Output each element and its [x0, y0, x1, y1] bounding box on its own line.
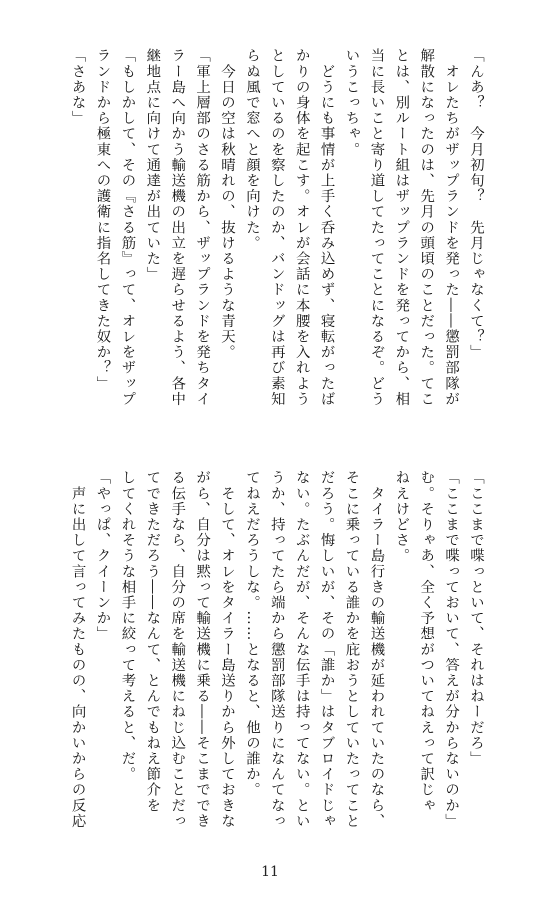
text-column: うか、持ってたら端から懲罰部隊送りになんてなっ: [268, 470, 285, 829]
text-column: む。そりゃあ、全く予想がついてねえって訳じゃ: [418, 470, 435, 814]
text-column: てできただろう――なんて、とんでもねえ節介を: [144, 470, 161, 814]
text-column: 「やっぱ、クイーンか」: [94, 470, 111, 642]
text-column: ない。たぶんだが、そんな伝手は持ってない。とい: [293, 470, 310, 829]
text-column: タイラー島行きの輸送機が延われていたのなら、: [368, 470, 385, 829]
text-column: 「ここまで喋っておいて、答えが分からないのか」: [443, 470, 460, 829]
text-column: ランドから極東への護衛に指名してきた奴か？」: [94, 48, 111, 392]
text-column: てねえだろうしな。……となると、他の誰か。: [243, 470, 260, 798]
text-column: だろう。悔しいが、その「誰か」はタブロイドじゃ: [318, 470, 335, 829]
upper-text-block: [52, 48, 488, 426]
text-column: 声に出して言ってみたものの、向かいからの反応: [69, 470, 86, 829]
text-column: 「さあな」: [69, 48, 86, 126]
page-number: 11: [261, 864, 279, 880]
text-column: 解散になったのは、先月の頭頃のことだった。てこ: [418, 48, 435, 407]
text-column: 継地点に向けて通達が出ていた」: [144, 48, 161, 282]
text-column: かりの身体を起こす。オレが会話に本腰を入れよう: [293, 48, 310, 407]
text-column: どうにも事情が上手く呑み込めず、寝転がったば: [318, 48, 335, 407]
text-column: としているのを察したのか、バンドッグは再び素知: [268, 48, 285, 407]
text-column: らぬ風で窓へと顔を向けた。: [243, 48, 260, 251]
text-column: してくれそうな相手に絞って考えると、だ。: [119, 470, 136, 782]
text-column: オレたちがザップランドを発った――懲罰部隊が: [443, 48, 460, 407]
text-column: 今日の空は秋晴れの、抜けるような青天。: [219, 48, 235, 360]
text-column: とは、別ルート組はザップランドを発ってから、相: [393, 48, 410, 407]
text-column: ねえけどさ。: [393, 470, 410, 564]
text-column: 「ここまで喋っといて、それはねーだろ」: [468, 470, 484, 767]
text-column: 「んあ？ 今月初旬？ 先月じゃなくて？」: [468, 48, 484, 360]
text-column: ラー島へ向かう輸送機の出立を遅らせるよう、各中: [169, 48, 186, 407]
text-column: 「軍上層部のさる筋から、ザップランドを発ちタイ: [194, 48, 211, 407]
text-column: 当に長いこと寄り道してたってことになるぞ。どう: [368, 48, 385, 407]
text-column: そして、オレをタイラー島送りから外しておきな: [219, 470, 235, 829]
text-column: がら、自分は黙って輸送機に乗る――そこまででき: [194, 470, 211, 829]
text-column: る伝手なら、自分の席を輸送機にねじ込むことだっ: [169, 470, 186, 829]
lower-text-block: [52, 470, 488, 848]
text-column: 「もしかして、その『さる筋』って、オレをザップ: [119, 48, 136, 407]
text-column: そこに乗っている誰かを庇おうとしていたってこと: [343, 470, 360, 829]
text-column: いうこっちゃ。: [343, 48, 360, 158]
